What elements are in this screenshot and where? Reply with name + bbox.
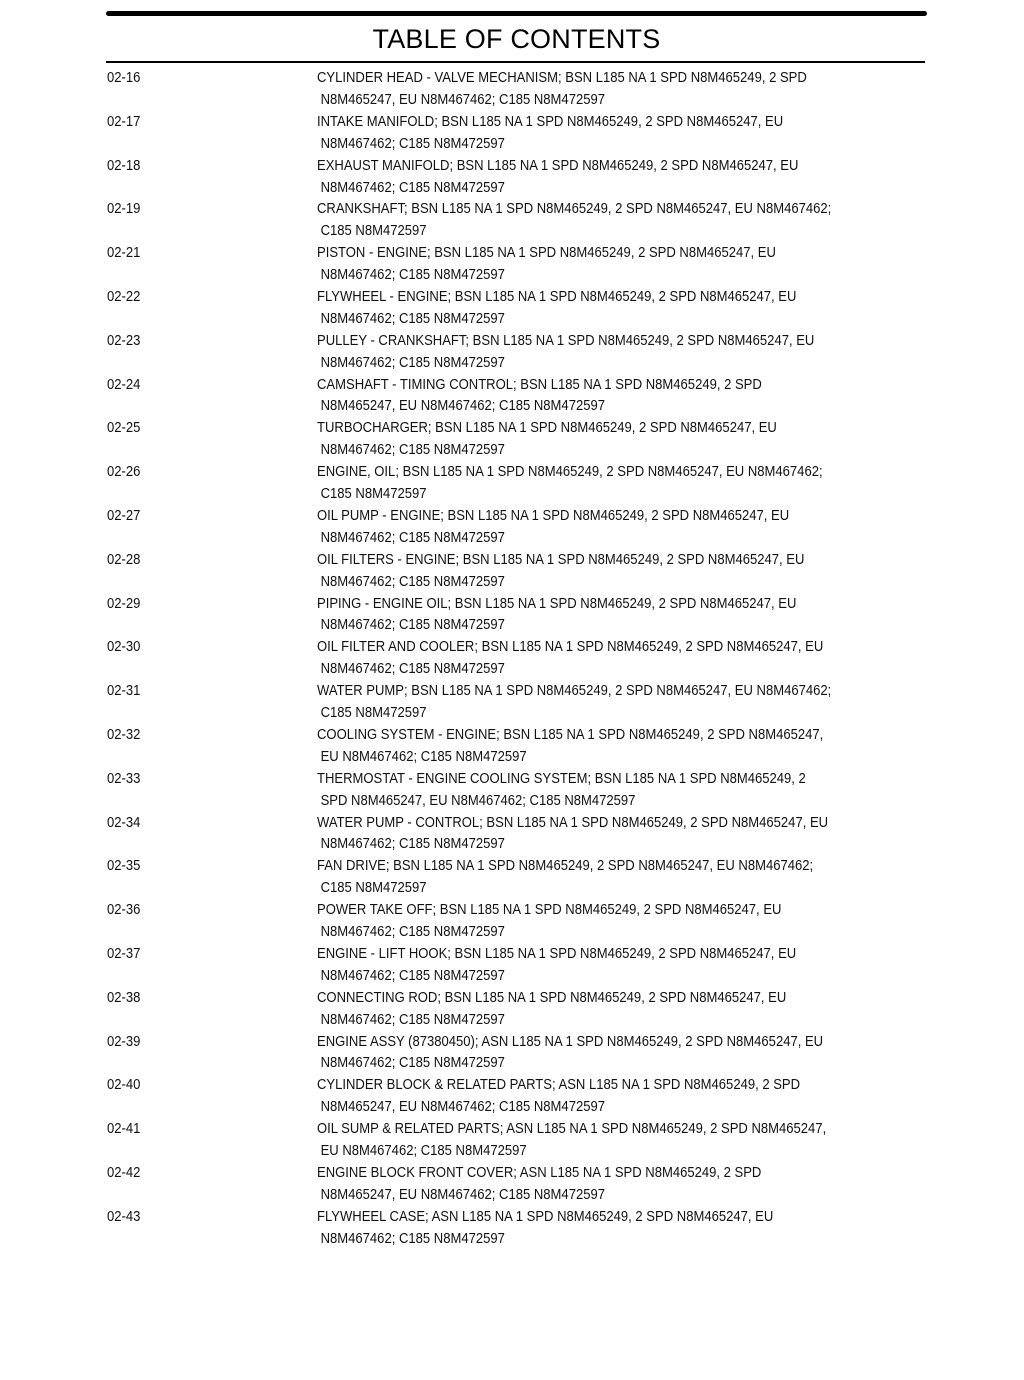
toc-entry[interactable] (107, 331, 925, 375)
toc-description-line: N8M467462; C185 N8M472597 (320, 310, 505, 327)
toc-description-line: ENGINE BLOCK FRONT COVER; ASN L185 NA 1 SPD N8M465249, 2 SPD (317, 1164, 762, 1181)
toc-description[interactable] (317, 1163, 891, 1207)
toc-description[interactable] (317, 68, 891, 112)
toc-description-line: PULLEY - CRANKSHAFT; BSN L185 NA 1 SPD N8M465249, 2 SPD N8M465247, EU (317, 332, 815, 349)
toc-description[interactable] (317, 944, 891, 988)
toc-page-number[interactable]: 02-22 (107, 288, 141, 305)
toc-page-number[interactable]: 02-43 (107, 1208, 141, 1225)
toc-description-line: ENGINE - LIFT HOOK; BSN L185 NA 1 SPD N8M465249, 2 SPD N8M465247, EU (317, 945, 797, 962)
toc-entry[interactable] (107, 1075, 925, 1119)
toc-description-line: ENGINE, OIL; BSN L185 NA 1 SPD N8M465249, 2 SPD N8M465247, EU N8M467462; (317, 464, 823, 481)
toc-entry[interactable] (107, 112, 925, 156)
toc-entry[interactable] (107, 1119, 925, 1163)
toc-entry[interactable] (107, 988, 925, 1032)
toc-page-number[interactable]: 02-38 (107, 989, 141, 1006)
toc-description[interactable] (317, 988, 891, 1032)
toc-description-line: CAMSHAFT - TIMING CONTROL; BSN L185 NA 1 SPD N8M465249, 2 SPD (317, 376, 762, 393)
toc-description[interactable] (317, 1075, 891, 1119)
toc-entry[interactable] (107, 944, 925, 988)
toc-description-line: N8M467462; C185 N8M472597 (320, 135, 505, 152)
toc-description-line: EXHAUST MANIFOLD; BSN L185 NA 1 SPD N8M465249, 2 SPD N8M465247, EU (317, 157, 799, 174)
toc-description-line: N8M467462; C185 N8M472597 (320, 1230, 505, 1247)
toc-description[interactable] (317, 1032, 891, 1076)
toc-description[interactable] (317, 594, 891, 638)
toc-entry[interactable] (107, 243, 925, 287)
toc-description-line: EU N8M467462; C185 N8M472597 (320, 1143, 527, 1160)
toc-description-line: N8M467462; C185 N8M472597 (320, 967, 505, 984)
toc-page-number[interactable]: 02-24 (107, 376, 141, 393)
toc-description[interactable] (317, 1207, 891, 1251)
toc-page-number[interactable]: 02-18 (107, 157, 141, 174)
toc-description-line: EU N8M467462; C185 N8M472597 (320, 748, 527, 765)
toc-description[interactable] (317, 550, 891, 594)
toc-description[interactable] (317, 769, 891, 813)
toc-page-number[interactable]: 02-23 (107, 332, 141, 349)
toc-description[interactable] (317, 637, 891, 681)
page-title: TABLE OF CONTENTS (372, 24, 661, 54)
toc-description-line: ENGINE ASSY (87380450); ASN L185 NA 1 SPD N8M465249, 2 SPD N8M465247, EU (317, 1033, 824, 1050)
toc-page-number[interactable]: 02-25 (107, 420, 141, 437)
toc-page-number[interactable]: 02-42 (107, 1164, 141, 1181)
toc-entry[interactable] (107, 1032, 925, 1076)
toc-page-number[interactable]: 02-27 (107, 507, 141, 524)
toc-description-line: CYLINDER BLOCK & RELATED PARTS; ASN L185 NA 1 SPD N8M465249, 2 SPD (317, 1077, 801, 1094)
toc-description-line: OIL PUMP - ENGINE; BSN L185 NA 1 SPD N8M465249, 2 SPD N8M465247, EU (317, 507, 790, 524)
toc-page-number[interactable]: 02-37 (107, 945, 141, 962)
toc-description-line: FAN DRIVE; BSN L185 NA 1 SPD N8M465249, 2 SPD N8M465247, EU N8M467462; (317, 858, 814, 875)
toc-page-number[interactable]: 02-29 (107, 595, 141, 612)
toc-description[interactable] (317, 813, 891, 857)
toc-entry[interactable] (107, 769, 925, 813)
toc-description[interactable] (317, 287, 891, 331)
toc-description[interactable] (317, 1119, 891, 1163)
toc-description-line: OIL FILTERS - ENGINE; BSN L185 NA 1 SPD N8M465249, 2 SPD N8M465247, EU (317, 551, 805, 568)
toc-description-line: N8M467462; C185 N8M472597 (320, 529, 505, 546)
toc-description-line: N8M467462; C185 N8M472597 (320, 661, 505, 678)
toc-description-line: N8M467462; C185 N8M472597 (320, 573, 505, 590)
toc-description-line: THERMOSTAT - ENGINE COOLING SYSTEM; BSN L185 NA 1 SPD N8M465249, 2 (317, 770, 806, 787)
toc-entry[interactable] (107, 68, 925, 112)
toc-description[interactable] (317, 856, 891, 900)
top-rule (106, 11, 927, 16)
toc-description[interactable] (317, 375, 891, 419)
toc-description-line: OIL FILTER AND COOLER; BSN L185 NA 1 SPD N8M465249, 2 SPD N8M465247, EU (317, 639, 824, 656)
toc-entry[interactable] (107, 1207, 925, 1251)
toc-page-number[interactable]: 02-36 (107, 902, 141, 919)
toc-description[interactable] (317, 243, 891, 287)
toc-list (107, 68, 925, 1251)
toc-page-number[interactable]: 02-26 (107, 464, 141, 481)
toc-description-line: N8M467462; C185 N8M472597 (320, 836, 505, 853)
toc-description-line: N8M467462; C185 N8M472597 (320, 354, 505, 371)
toc-entry[interactable] (107, 637, 925, 681)
toc-page-number[interactable]: 02-17 (107, 113, 141, 130)
toc-description-line: FLYWHEEL - ENGINE; BSN L185 NA 1 SPD N8M465249, 2 SPD N8M465247, EU (317, 288, 797, 305)
toc-description[interactable] (317, 199, 891, 243)
toc-page-number[interactable]: 02-21 (107, 245, 141, 262)
toc-description-line: PISTON - ENGINE; BSN L185 NA 1 SPD N8M465249, 2 SPD N8M465247, EU (317, 245, 776, 262)
toc-entry[interactable] (107, 156, 925, 200)
toc-entry[interactable] (107, 725, 925, 769)
toc-description-line: CONNECTING ROD; BSN L185 NA 1 SPD N8M465249, 2 SPD N8M465247, EU (317, 989, 787, 1006)
toc-description-line: POWER TAKE OFF; BSN L185 NA 1 SPD N8M465249, 2 SPD N8M465247, EU (317, 902, 782, 919)
toc-description-line: CYLINDER HEAD - VALVE MECHANISM; BSN L185 NA 1 SPD N8M465249, 2 SPD (317, 70, 807, 86)
title-rule (106, 61, 925, 63)
toc-page-number[interactable]: 02-16 (107, 70, 141, 86)
toc-entry[interactable] (107, 287, 925, 331)
toc-description-line: INTAKE MANIFOLD; BSN L185 NA 1 SPD N8M465249, 2 SPD N8M465247, EU (317, 113, 784, 130)
toc-page-number[interactable]: 02-39 (107, 1033, 141, 1050)
toc-description-line: PIPING - ENGINE OIL; BSN L185 NA 1 SPD N8M465249, 2 SPD N8M465247, EU (317, 595, 797, 612)
toc-page-number[interactable]: 02-28 (107, 551, 141, 568)
toc-description-line: N8M467462; C185 N8M472597 (320, 617, 505, 634)
toc-description[interactable] (317, 156, 891, 200)
toc-page-number[interactable]: 02-41 (107, 1121, 141, 1138)
toc-entry[interactable] (107, 594, 925, 638)
toc-entry[interactable] (107, 1163, 925, 1207)
toc-description-line: CRANKSHAFT; BSN L185 NA 1 SPD N8M465249, 2 SPD N8M465247, EU N8M467462; (317, 201, 832, 218)
toc-description-line: N8M467462; C185 N8M472597 (320, 1055, 505, 1072)
toc-page-number[interactable]: 02-19 (107, 201, 141, 218)
toc-entry[interactable] (107, 813, 925, 857)
toc-description[interactable] (317, 112, 891, 156)
toc-description[interactable] (317, 681, 891, 725)
toc-description-line: N8M467462; C185 N8M472597 (320, 924, 505, 941)
toc-description[interactable] (317, 506, 891, 550)
toc-description-line: WATER PUMP - CONTROL; BSN L185 NA 1 SPD N8M465249, 2 SPD N8M465247, EU (317, 814, 829, 831)
toc-description-line: COOLING SYSTEM - ENGINE; BSN L185 NA 1 SPD N8M465249, 2 SPD N8M465247, (317, 726, 824, 743)
toc-description-line: FLYWHEEL CASE; ASN L185 NA 1 SPD N8M465249, 2 SPD N8M465247, EU (317, 1208, 774, 1225)
toc-description-line: C185 N8M472597 (320, 880, 427, 897)
toc-entry[interactable] (107, 900, 925, 944)
toc-description-line: N8M465247, EU N8M467462; C185 N8M472597 (320, 1186, 605, 1203)
toc-page-number[interactable]: 02-30 (107, 639, 141, 656)
toc-entry[interactable] (107, 681, 925, 725)
toc-page-number[interactable]: 02-31 (107, 683, 141, 700)
toc-description-line: N8M467462; C185 N8M472597 (320, 442, 505, 459)
toc-entry[interactable] (107, 506, 925, 550)
toc-description[interactable] (317, 462, 891, 506)
toc-entry[interactable] (107, 375, 925, 419)
toc-page-number[interactable]: 02-32 (107, 726, 141, 743)
toc-page-number[interactable]: 02-33 (107, 770, 141, 787)
toc-description-line: WATER PUMP; BSN L185 NA 1 SPD N8M465249, 2 SPD N8M465247, EU N8M467462; (317, 683, 832, 700)
toc-entry[interactable] (107, 550, 925, 594)
toc-description-line: C185 N8M472597 (320, 223, 427, 240)
toc-description[interactable] (317, 418, 891, 462)
toc-entry[interactable] (107, 462, 925, 506)
toc-description[interactable] (317, 900, 891, 944)
toc-description-line: C185 N8M472597 (320, 486, 427, 503)
toc-entry[interactable] (107, 418, 925, 462)
toc-page-number[interactable]: 02-34 (107, 814, 141, 831)
toc-page-number[interactable]: 02-35 (107, 858, 141, 875)
toc-description-line: SPD N8M465247, EU N8M467462; C185 N8M472597 (320, 792, 636, 809)
toc-page-number[interactable]: 02-40 (107, 1077, 141, 1094)
toc-description-line: OIL SUMP & RELATED PARTS; ASN L185 NA 1 SPD N8M465249, 2 SPD N8M465247, (317, 1121, 827, 1138)
toc-description-line: N8M465247, EU N8M467462; C185 N8M472597 (320, 1099, 605, 1116)
toc-description-line: N8M467462; C185 N8M472597 (320, 1011, 505, 1028)
toc-description-line: N8M465247, EU N8M467462; C185 N8M472597 (320, 398, 605, 415)
toc-description-line: N8M467462; C185 N8M472597 (320, 179, 505, 196)
toc-description[interactable] (317, 331, 891, 375)
toc-description-line: N8M465247, EU N8M467462; C185 N8M472597 (320, 91, 605, 108)
toc-description-line: C185 N8M472597 (320, 705, 427, 722)
toc-description-line: N8M467462; C185 N8M472597 (320, 267, 505, 284)
toc-description-line: TURBOCHARGER; BSN L185 NA 1 SPD N8M465249, 2 SPD N8M465247, EU (317, 420, 777, 437)
toc-description[interactable] (317, 725, 891, 769)
toc-entry[interactable] (107, 199, 925, 243)
toc-entry[interactable] (107, 856, 925, 900)
